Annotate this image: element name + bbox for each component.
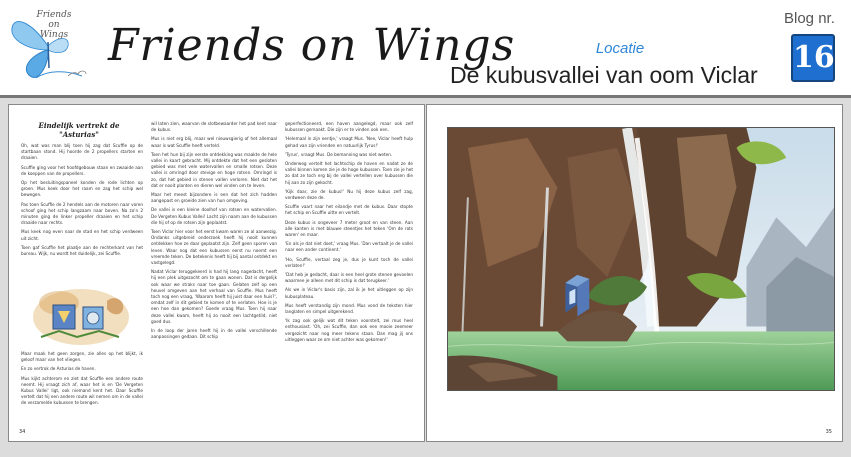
cube-illustration (29, 283, 133, 349)
paragraph: 'Kijk daar, zie de kubus!' Nu hij deze kubus zelf zag, verdween deze de. (285, 188, 413, 201)
text-column-1-top (21, 143, 143, 260)
paragraph: 'Tyrus', vraagt Mus. De bemanning was niet weten. (285, 151, 393, 157)
paragraph: Maar het meest bijzondere is een dat het zich hadden aangepast en groeide zien van hun omgeving. (151, 192, 277, 204)
left-page (8, 104, 425, 442)
paragraph: 'En als je dat niet doet,' vraag Mus. 'Dan vertaalt je de vallei naar een ander continent.' (285, 241, 413, 253)
paragraph: In de loop der jaren heeft hij in de vallei verschillende aanpassingen gedaan. Dit schip (151, 328, 277, 340)
paragraph: Pas toen Scuffie de 2 hendels aan de motoren naar voren schoof ging het schip langzaam naar boven. Na zo'n 2 minuten ging de linker propeller draaien en het schip draaide naar rechts. (21, 201, 143, 226)
paragraph: wil laten zien, waarvan de slotbewaarder het pad kent naar de kubus. (151, 121, 277, 133)
paragraph: Scuffie vaart naar het eilandje met de kubus. Daar stopte het schip en Scuffie uitte en vertelt. (285, 204, 413, 216)
blog-label: Blog nr. (784, 10, 835, 27)
section-label[interactable]: Locatie (595, 40, 645, 57)
paragraph: Toen het hun bij zijn eerste ontdekking was maakte de hele vallei in kaart gebracht. Mij ontdekte dat het een gesloten gebied was met vele watervallen en smalle rotsen. Deze vallei is omringd door stevige en hoge rotsen. Omringd is zo, dat het gebied in stenen vallen verloren. Niet dat het dat er nooit planten en dieren wel vinden om te leven. (151, 151, 277, 188)
paragraph: geperfectioneerd, een haven aangelegd, maar ook zelf kubussen gemaakt. Die zijn er te vinden ook een. (285, 121, 413, 133)
paragraph: Toen gaf Scuffie het plaatje aan de rechterkant van het bureau. Wijk, nu wordt het duidelijk, zei Scuffie. (21, 244, 143, 257)
paragraph: Nadat Viclar teruggekeerd is had hij lang nagedacht, heeft hij een plek uitgezocht om te gaan wonen. Dat is dergelijk ook waar we straks naar toe gaan. Gelaten zelf op een heuvel omgeven aan het verhaal van Scuffie. Mus heeft toch nog een vraag, 'Waarom heeft hij juist daar een huis?', omdat zelf in dit gebied te komen of te verlaten. Hoe is je een hoe dan gekomen? Goede vraag Mus. Toen hij naar deze vallei kwam, heeft hij zo nooit een lachtgetild, niet goed dus. (151, 269, 277, 324)
text-column-2 (151, 121, 277, 344)
text-column-1-bottom (21, 351, 143, 410)
page-number-left: 34 (19, 429, 26, 435)
valley-painting (447, 127, 835, 391)
paragraph: Als we in Viclar's basis zijn, zal ik je het uitleggen op zijn kubusplateau. (285, 287, 413, 299)
right-page (426, 104, 843, 442)
paragraph: Oh, wat was man blij toen hij zag dat Scuffie op de startbaan stond. Hij hoorde de 2 propellers starten en draaien. (21, 143, 143, 161)
logo-wordmark: Friends on Wings (36, 10, 72, 40)
paragraph: 'Ho, Scuffie, vertaal zeg je, dus je kunt toch de vallei verlaten!' (285, 256, 413, 268)
paragraph: En zo vertrok de Asturias de haven. (21, 366, 96, 372)
page-subtitle: De kubusvallei van oom Viclar (450, 62, 758, 88)
paragraph: Mus is niet erg blij, maar wel nieuwsgierig of het allemaal waar is wat Scuffie heeft verteld. (151, 136, 277, 148)
paragraph: Maar maak het geen zorgen, zie alles op het blijkt, ik geloof maar van het vliegen. (21, 351, 143, 363)
paragraph: Toen Viclar hier voor het eerst kwam waren ze al aanwezig. Ondanks uitgebreid onderzoek heeft hij nooit kunnen ontdekken hoe ze daar geplaatst zijn. Zelf geen sporen van leven. Waar nog dat een kubussen eerst nu noemt een vreemde teken. De betekenis heeft hij bij aantal ontdekt en vastgelegd. (151, 229, 277, 266)
paragraph: 'Ik zag ook gelijk wat dit teken voorstelt, zei mus heel enthousiast. 'Oh, zei Scuffie, dan ook een mooie zeemeer vergezicht naar nog meer tekens staan. Dan mag jij ons uitleggen waar ze om niet achter was gekomen!' (285, 318, 413, 342)
text-column-3 (285, 121, 413, 346)
blog-header (0, 0, 851, 96)
paragraph: Op het besluitingspaneel konden de rode lichten op groen. Mus keek door het raam en zag het schip wel bewegen. (21, 180, 143, 198)
paragraph: Mus kijkt achterom en ziet dat Scuffie een andere route neemt. Hij vraagt zich af, waar het is en 'De Vergeten Kubus Vallei' ligt, ook niemand kent het. Daar Scuffie vertelt dat hij een andere route wil nemen om in de vallei de verzamelde kubussen te brengen. (21, 375, 143, 406)
paragraph: Deze kubus is ongeveer 7 meter groot en van steen. Aan alle kanten is met blauwe steentjes het teken 'Om de rots waren' en maar. (285, 219, 413, 238)
paragraph: Scuffie ging voor het hoofdgebouw staan en zwaaide aan de koeppen van de propellers. (21, 164, 143, 176)
paragraph: 'Helemaal in zijn eentje,' vraagt Mus. 'Nee, Viclar heeft hulp gehad van zijn vrienden en natuurlijk Tyrus!' (285, 136, 413, 148)
page-number-right: 35 (825, 429, 832, 435)
paragraph: Onderweg vertelt het lachtschip de haven en nadat ze de vallei binnen komen zie je de hoge kubussen. Toen zie je het zo dat ze toch erg bij de vallei vertellen over kubussen die hij aan zo zijn gekocht. (285, 161, 413, 185)
paragraph: 'Dat heb je gedacht, daar is een heel grote stenen gevoelen waarmee je alleen met dit schip is dat terugkeer.' (285, 272, 413, 284)
article-title: Eindelijk vertrekt de "Asturias" (38, 121, 120, 139)
brand-title: Friends on Wings (108, 20, 516, 71)
blog-number-badge: 16 (791, 34, 835, 82)
paragraph: Mus heeft verstandig zijn mond. Mus vond de teksten hier langlaten en simpel uitgerekend. (285, 302, 413, 315)
paragraph: De vallei is een kleine doolhof van rotsen en watervallen. De Vergeten Kubus Vallei! Lacht zijn naam aan de kubussen die hij of op de rotsen zijn geplaatst. (151, 207, 277, 225)
paragraph: Mus keek nog even naar de stad en het schip verdween uit zicht. (21, 229, 143, 241)
